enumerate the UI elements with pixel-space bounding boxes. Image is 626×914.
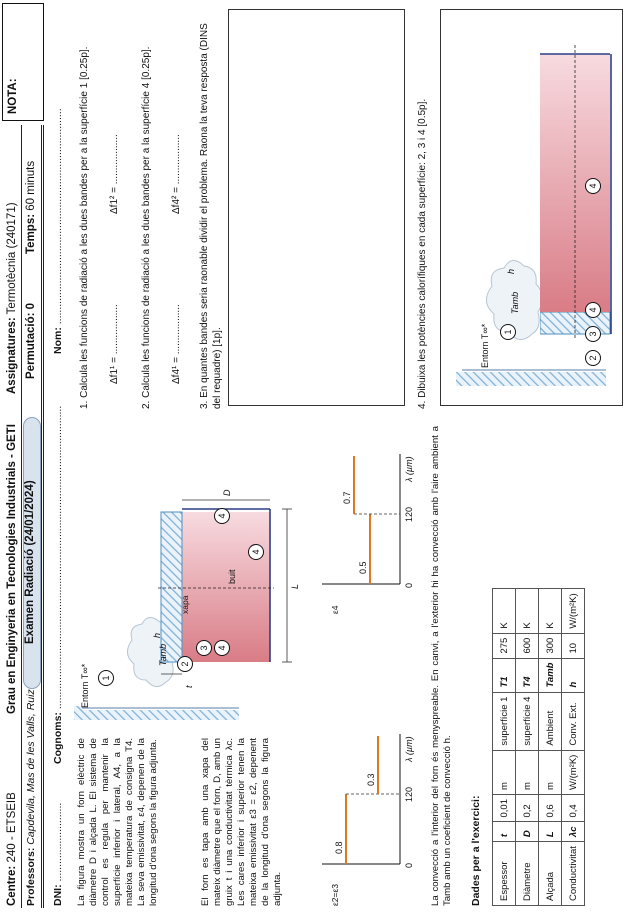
dni-field[interactable]: DNI: ........................... [52,802,64,906]
surface-1-marker: 1 [98,670,114,686]
question-1: 1. Calcula les funcions de radiació a les dues bandes per a la superfície 1 [0.25p]. [79,46,90,409]
centre: Centre: 240 - ETSEIB [6,792,18,906]
eps4-v2: 0.7 [342,491,352,504]
xapa-lid [161,512,182,662]
eps4-v1: 0.5 [358,561,368,574]
surface-4-marker-bottom: 4 [214,640,230,656]
permutacio: Permutació: 0 [25,302,37,379]
eps4-x1: 120 [404,506,414,522]
table-row: Espessor t 0,01 m superfície 1 T1 275 K [493,589,516,906]
question-4: 4. Dibuixa les potències calorífiques en cada superfície: 2, 3 i 4 [0.5p]. [417,98,428,409]
statement-p2: El forn es tapa amb una xapa del mateix diàmetre que el forn, D, amb un gruix t i una conductivitat tèrmica λc. Les cares inferior i superior tenen la mateixa emissivitat ε3 = ε2, depenent de la longitud d'ona segons la figura adjunta. [200,738,283,906]
ceiling-wall [74,710,239,720]
q4-entorn-label: Entorn T∞* [480,323,490,368]
q4-h-label: h [506,268,516,274]
eps23-ylabel: ε2=ε3 [330,884,340,906]
grau-title: Grau en Enginyeria en Tecnologies Industrials - GETI [6,424,18,714]
oven-body [182,512,270,662]
eps23-v1: 0.8 [334,841,344,854]
nota-box: NOTA: [2,3,44,121]
xapa-label: xapa [180,595,190,614]
professors: Professors: Capdevila, Mas de les Valls, Ruiz [25,689,37,906]
dades-table [492,588,585,906]
question-3: 3. En quantes bandes seria raonable dividir el problema. Raona la teva resposta (DINS del requadre) [1p]. [199,23,223,409]
surface-3-marker: 3 [196,640,212,656]
q1-answer-band1[interactable]: Δf1¹ = .................. [109,304,120,384]
tamb-label: Tamb [158,643,168,666]
q3-answer-box[interactable] [228,9,405,406]
statement-p1: La figura mostra un forn elèctric de diàmetre D i alçada L. El sistema de control es regula per mantenir la superfície inferior i lateral, A4, a la mateixa temperatura de consigna T4. La seva emissivitat, ε4, depenen de la longitud d'ona segons la figura adjunta. [76,738,159,906]
table-row: Diàmetre D 0,2 m superfície 4 T4 600 K [516,589,539,906]
q1-answer-band2[interactable]: Δf1² = .................. [109,134,120,214]
eps23-xlabel: λ (µm) [404,736,414,762]
statement-p3: La convecció a l'interior del forn és menyspreable. En canvi, a l'exterior hi ha convecció amb l'aire ambient a Tamb amb un coeficient de convecció h. [430,426,453,906]
cognoms-field[interactable]: Cognoms: ........................................................................................................ [52,405,64,764]
q4-surface-4-marker-side: 4 [585,178,601,194]
nom-field[interactable]: Nom: .......................................................................... [52,108,64,354]
surface-2-marker: 2 [177,656,193,672]
q2-answer-band1[interactable]: Δf4¹ = .................. [171,304,182,384]
q4-tamb-label: Tamb [510,291,520,314]
t-label: t [184,685,194,688]
surface-4-marker-side: 4 [214,508,230,524]
surface-4-marker-mid: 4 [248,544,264,560]
h-label: h [152,632,162,638]
table-row: Alçada L 0,6 m Ambient Tamb 300 K [539,589,562,906]
eps23-x1: 120 [404,786,414,802]
q4-surface-2-marker: 2 [585,350,601,366]
eps23-v2: 0.3 [366,773,376,786]
table-row: Conductivitat λc 0,4 W/(m²K) Conv. Ext. h 10 W/(m²K) [562,589,585,906]
eps4-xlabel: λ (µm) [404,456,414,482]
q4-oven-body [540,24,616,354]
eps23-x0: 0 [404,862,414,868]
assignatures: Assignatures: Termotècnia (240171) [6,202,18,394]
q4-surface-1-marker: 1 [500,324,516,340]
dades-title: Dades per a l'exercici: [470,795,482,906]
l-label: L [290,583,300,589]
temps: Temps: 60 minuts [25,160,37,254]
q4-ceiling-wall [456,372,606,386]
question-2: 2. Calcula les funcions de radiació a les dues bandes per a la superfície 4 [0.25p]. [141,46,152,409]
buit-label: buit [227,569,237,584]
q4-surface-3-marker: 3 [585,326,601,342]
eps4-x0: 0 [404,582,414,588]
entorn-label: Entorn T∞* [80,663,90,708]
q2-answer-band2[interactable]: Δf4² = .................. [171,134,182,214]
d-label: D [222,489,232,496]
q4-surface-4-marker-bottom: 4 [585,302,601,318]
eps4-ylabel: ε4 [330,605,340,614]
exam-title: Examen Radiació (24/01/2024) [24,480,36,644]
